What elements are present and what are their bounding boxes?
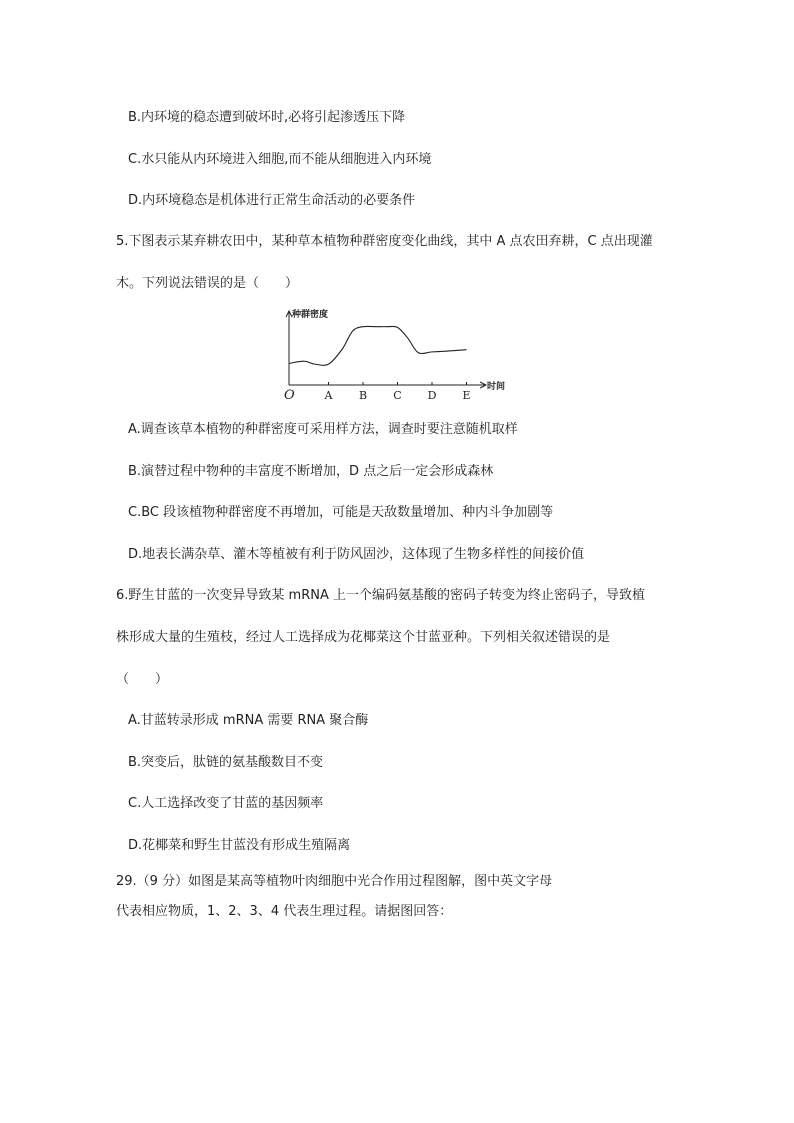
q5-option-a: A.调查该草本植物的种群密度可采用样方法，调查时要注意随机取样 <box>128 422 518 437</box>
q4-option-c: C.水只能从内环境进入细胞,而不能从细胞进入内环境 <box>128 152 432 167</box>
q6-option-b: B.突变后，肽链的氨基酸数目不变 <box>128 755 324 770</box>
q5-stem-line1: 5.下图表示某弃耕农田中，某种草本植物种群密度变化曲线，其中 A 点农田弃耕，C 点出现灌 <box>116 234 653 249</box>
x-tick-label-C: C <box>393 389 402 402</box>
q6-stem-line3: （ ） <box>116 672 169 687</box>
x-tick-label-A: A <box>324 389 333 402</box>
y-axis-label: 种群密度 <box>292 310 329 320</box>
origin-label: O <box>284 388 295 403</box>
population-density-chart <box>278 305 513 405</box>
q5-stem-line2: 木。下列说法错误的是（ ） <box>116 276 299 291</box>
q4-option-b: B.内环境的稳态遭到破坏时,必将引起渗透压下降 <box>128 110 406 125</box>
x-tick-label-E: E <box>462 389 471 402</box>
q29-stem-line1: 29.（9 分）如图是某高等植物叶肉细胞中光合作用过程图解，图中英文字母 <box>116 874 553 889</box>
q6-stem-line1: 6.野生甘蓝的一次变异导致某 mRNA 上一个编码氨基酸的密码子转变为终止密码子，导致植 <box>116 588 645 603</box>
x-tick-label-B: B <box>358 389 368 402</box>
q5-option-b: B.演替过程中物种的丰富度不断增加，D 点之后一定会形成森林 <box>128 464 494 479</box>
q6-stem-line2: 株形成大量的生殖枝，经过人工选择成为花椰菜这个甘蓝亚种。下列相关叙述错误的是 <box>116 630 611 645</box>
q6-option-d: D.花椰菜和野生甘蓝没有形成生殖隔离 <box>128 838 351 853</box>
q29-stem-line2: 代表相应物质，1、2、3、4 代表生理过程。请据图回答： <box>116 904 453 919</box>
x-tick-label-D: D <box>427 389 437 402</box>
q4-option-d: D.内环境稳态是机体进行正常生命活动的必要条件 <box>128 193 416 208</box>
q5-option-c: C.BC 段该植物种群密度不再增加，可能是天敌数量增加、种内斗争加剧等 <box>128 505 554 520</box>
q6-option-c: C.人工选择改变了甘蓝的基因频率 <box>128 796 324 811</box>
x-axis-label: 时间 <box>487 382 506 392</box>
q5-option-d: D.地表长满杂草、灌木等植被有利于防风固沙，这体现了生物多样性的间接价值 <box>128 547 585 562</box>
q6-option-a: A.甘蓝转录形成 mRNA 需要 RNA 聚合酶 <box>128 713 369 728</box>
population-curve <box>289 326 467 365</box>
